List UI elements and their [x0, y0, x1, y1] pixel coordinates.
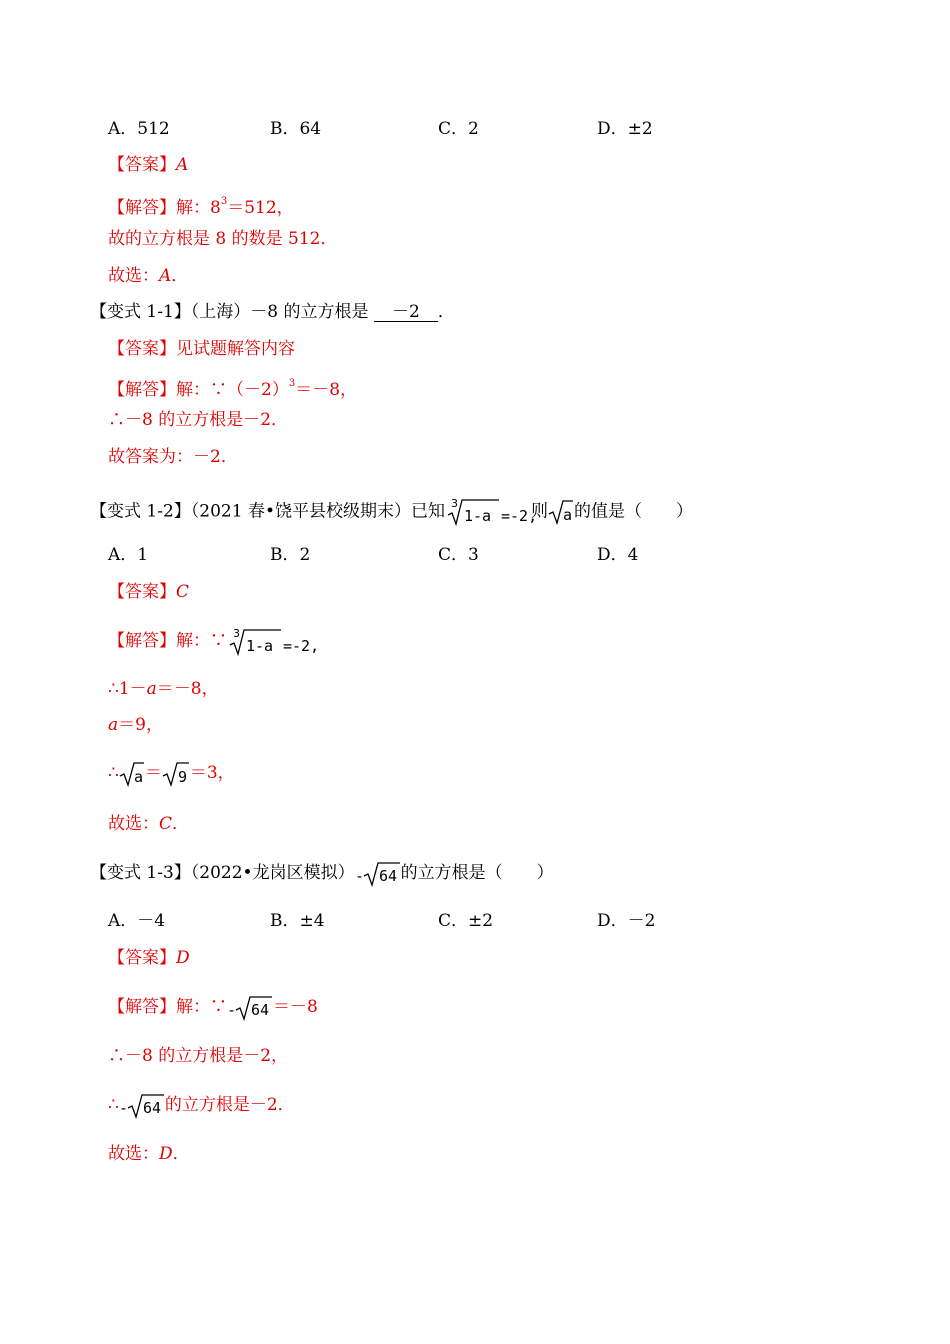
- solution-text: 故选：: [108, 266, 159, 286]
- v11-solution-line-2: ∴－8 的立方根是－2．: [108, 410, 289, 430]
- radicand: a: [562, 506, 573, 524]
- radicand: 1-a: [463, 507, 492, 525]
- radicand: 64: [378, 866, 397, 885]
- solution-text: ＝3，: [189, 763, 235, 783]
- v12-solution-line-1: [108, 626, 320, 657]
- solution-text: ∴: [108, 1095, 119, 1115]
- answer-tag: 【答案】: [108, 155, 176, 175]
- question-end: ．: [437, 302, 455, 322]
- radicand: 64: [142, 1098, 161, 1117]
- answer-value: C: [176, 582, 190, 602]
- v12-option-c: C．3: [438, 545, 479, 565]
- q1-solution-line-1: [108, 191, 294, 219]
- v12-solution-line-2: [108, 678, 219, 700]
- answer-value: 见试题解答内容: [176, 339, 295, 359]
- negative-sign: -: [227, 1000, 237, 1019]
- answer-tag: 【答案】: [108, 339, 176, 359]
- v13-solution-line-3: [108, 1091, 295, 1119]
- v12-solution-line-3: [108, 714, 163, 736]
- sqrt-a-expression: [548, 499, 574, 525]
- v12-solution-line-5: [108, 813, 189, 835]
- variant-tag: 【变式 1-3】: [90, 863, 191, 883]
- v13-solution-line-4: [108, 1143, 190, 1165]
- v13-option-b: B．±4: [270, 911, 325, 931]
- v12-answer-line: [108, 581, 189, 603]
- equation-rhs: =-2,: [283, 636, 320, 655]
- variant-tag: 【变式 1-2】: [90, 501, 191, 522]
- q1-solution-line-2: 故的立方根是 8 的数是 512．: [108, 229, 338, 249]
- radicand: 9: [177, 767, 187, 786]
- solution-text: ＝512，: [227, 198, 294, 218]
- question-stem: 的值是（ ）: [573, 501, 693, 522]
- neg-sqrt-64-expression: [355, 861, 401, 887]
- solution-text: ∴1－: [108, 679, 147, 699]
- radicand: 64: [251, 1000, 270, 1019]
- solution-text: ＝－8，: [295, 380, 358, 400]
- question-stem: （2021 春•饶平县校级期末）已知: [190, 501, 445, 522]
- solution-text: ＝: [144, 763, 162, 783]
- solution-text: ．: [172, 1144, 190, 1164]
- negative-sign: -: [354, 866, 364, 885]
- answer-value: A: [176, 155, 189, 175]
- q1-option-c: C．2: [438, 119, 479, 139]
- answer-tag: 【答案】: [108, 582, 176, 602]
- cube-root-expression: [227, 626, 320, 657]
- cube-root-expression: [445, 497, 538, 527]
- variant-tag: 【变式 1-1】: [90, 302, 191, 322]
- v13-option-c: C．±2: [438, 911, 494, 931]
- solution-tag: 【解答】: [108, 380, 176, 400]
- v12-option-b: B．2: [270, 545, 311, 565]
- sqrt-9-expression: [162, 761, 190, 787]
- v11-solution-line-3: 故答案为：－2．: [108, 447, 238, 467]
- answer-tag: 【答案】: [108, 948, 176, 968]
- superscript: 3: [220, 196, 228, 207]
- solution-text: 解：∵: [176, 631, 227, 651]
- neg-sqrt-64-expression: [227, 995, 273, 1021]
- q1-option-a: A．512: [108, 119, 170, 139]
- v12-option-d: D．4: [597, 545, 639, 565]
- solution-tag: 【解答】: [108, 631, 176, 651]
- variable: a: [146, 679, 157, 699]
- solution-text: 故选：: [108, 814, 159, 834]
- solution-text: ＝－8，: [156, 679, 219, 699]
- neg-sqrt-64-expression: [119, 1093, 165, 1119]
- v13-question: [90, 860, 554, 887]
- variable: a: [108, 715, 119, 735]
- v12-question: [90, 497, 693, 527]
- answer-value: A: [159, 266, 172, 286]
- solution-tag: 【解答】: [108, 198, 176, 218]
- v12-option-a: A．1: [108, 545, 149, 565]
- question-stem: （上海）－8 的立方根是: [190, 302, 369, 322]
- question-stem: 则: [530, 501, 548, 522]
- negative-sign: -: [118, 1098, 128, 1117]
- solution-text: 解：∵: [176, 997, 227, 1017]
- v13-answer-line: [108, 947, 190, 969]
- root-index: 3: [450, 497, 458, 510]
- solution-text: ∴: [108, 763, 119, 783]
- v11-question: [90, 301, 455, 323]
- solution-text: 的立方根是－2．: [164, 1095, 295, 1115]
- q1-option-d: D．±2: [597, 119, 653, 139]
- v11-solution-line-1: [108, 373, 357, 401]
- answer-value: D: [159, 1144, 173, 1164]
- v13-option-a: A．－4: [108, 911, 166, 931]
- answer-blank: －2: [374, 303, 438, 322]
- radicand: a: [133, 767, 143, 786]
- q1-option-b: B．64: [270, 119, 322, 139]
- sqrt-a-expression: [119, 761, 145, 787]
- answer-value: D: [176, 948, 190, 968]
- solution-text: ＝9，: [118, 715, 163, 735]
- solution-text: ．: [172, 814, 190, 834]
- solution-text: 解：8: [176, 198, 221, 218]
- solution-text: ．: [171, 266, 189, 286]
- v13-option-d: D．－2: [597, 911, 656, 931]
- equation-rhs: =-2,: [500, 507, 538, 525]
- radicand: 1-a: [246, 636, 274, 655]
- solution-text: 解：∵（－2）: [176, 380, 289, 400]
- solution-tag: 【解答】: [108, 997, 176, 1017]
- root-index: 3: [233, 626, 240, 640]
- question-stem: 的立方根是（ ）: [400, 863, 554, 883]
- solution-text: ＝－8: [273, 997, 318, 1017]
- v13-solution-line-2: ∴－8 的立方根是－2，: [108, 1046, 289, 1066]
- q1-answer-line: [108, 154, 188, 176]
- q1-solution-line-3: [108, 265, 188, 287]
- superscript: 3: [288, 378, 296, 389]
- v12-solution-line-4: [108, 759, 235, 787]
- solution-text: 故选：: [108, 1144, 159, 1164]
- question-stem: （2022•龙岗区模拟）: [190, 863, 355, 883]
- v11-answer-line: [108, 338, 295, 360]
- v13-solution-line-1: [108, 993, 318, 1021]
- answer-value: C: [159, 814, 173, 834]
